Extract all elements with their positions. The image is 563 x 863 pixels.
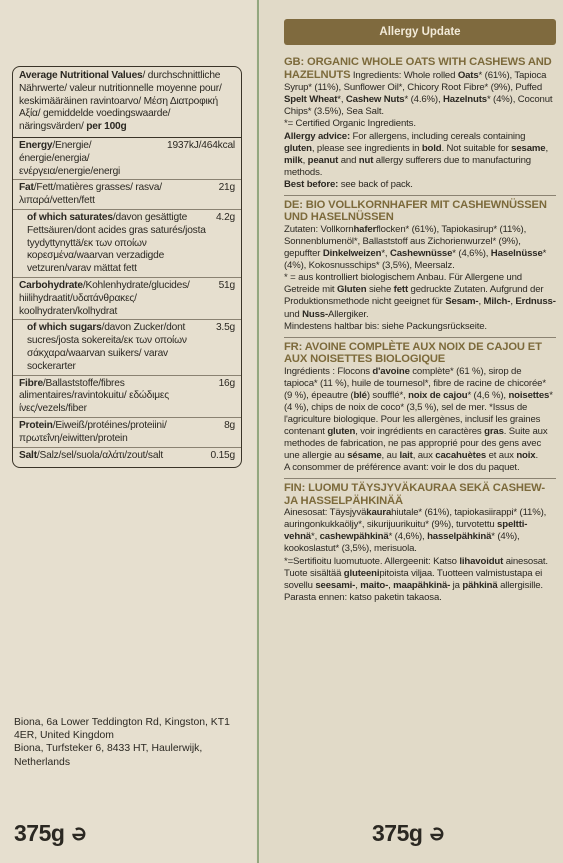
row-label-text: /Kohlenhydrate/glucides/ hiilihydraatit/υδατάνθρακες/ koolhydraten/kolhydrat (19, 279, 190, 317)
section-title-fr: FR: AVOINE COMPLÈTE AUX NOIX DE CAJOU ET AUX NOISETTES BIOLOGIQUE (284, 340, 542, 366)
section-gb: GB: ORGANIC WHOLE OATS WITH CASHEWS AND HAZELNUTS Ingredients: Whole rolled Oats* (61%), Tapioca Syrup* (11%), Sunflower Oil*, Chicory Root Fibre* (9%), Puffed Spelt Wheat*, Cashew Nuts* (4.6%), Hazelnuts* (4%), Coconut Chips* (3.5%), Sea Salt. *= Certified Organic Ingredients. Allergy advice: For allergens, including cereals containing gluten, please see ingredients in bold. Not suitable for sesame, milk, peanut and nut allergy sufferers due to manufacturing methods. Best before: see back of pack. (284, 53, 556, 196)
weight-value: 375g (372, 820, 423, 846)
row-value: 3.5g (215, 322, 235, 334)
row-value: 16g (218, 377, 235, 389)
net-weight-right (372, 820, 446, 847)
company-address (14, 716, 250, 769)
row-label-text: /Eiweiß/protéines/proteiini/ πρωτεΐνη/eiwitten/protein (19, 419, 167, 444)
row-label-text: /Ballaststoffe/fibres alimentaires/ravintokuitu/ εδώδιμες ίνες/vezels/fiber (19, 377, 169, 415)
estimated-sign-icon (69, 825, 88, 843)
nutrition-row-sugars (13, 319, 241, 374)
row-label-bold: Energy (19, 139, 53, 151)
row-label-bold: Salt (19, 449, 37, 461)
section-title-gb: GB: ORGANIC WHOLE OATS WITH CASHEWS AND HAZELNUTS (284, 56, 552, 82)
row-label-bold: Protein (19, 419, 53, 431)
section-title-fin: FIN: LUOMU TÄYSJYVÄKAURAA SEKÄ CASHEW- JA HASSELPÄHKINÄÄ (284, 482, 545, 507)
allergy-update-banner: Allergy Update (284, 19, 556, 45)
nutrition-row-protein (13, 417, 241, 447)
nutrition-per-100g: per 100g (86, 121, 127, 133)
row-value: 51g (218, 279, 235, 291)
section-de: DE: BIO VOLLKORNHAFER MIT CASHEWNÜSSEN UND HASELNÜSSEN Zutaten: Vollkornhaferflocken* (61%), Tapiokasirup* (11%), Sonnenblumenöl*, Ballaststoff aus Zichorienwurzel* (9%), gepuffter Dinkelweizen*, Cashewnüsse* (4,6%), Haselnüsse* (4%), Kokosnusschips* (3,5%), Meersalz. * = aus kontrolliert biologischem Anbau. Für Allergene und Getreide mit Gluten siehe fett gedruckte Zutaten. Aufgrund der Produktionsmethode nicht geeignet für Sesam-, Milch-, Erdnuss- und Nuss-Allergiker. Mindestens haltbar bis: siehe Packungsrückseite. (284, 196, 556, 338)
row-value: 21g (218, 182, 235, 194)
nutrition-row-fat (13, 179, 241, 209)
nutrition-row-energy (13, 138, 241, 179)
section-fr: FR: AVOINE COMPLÈTE AUX NOIX DE CAJOU ET AUX NOISETTES BIOLOGIQUE Ingrédients : Flocons d'avoine complète* (61 %), sirop de tapioca* (11 %), huile de tournesol*, fibre de racine de chicorée* (9 %), épeautre (blé) soufflé*, noix de cajou* (4,6 %), noisettes* (4 %), chips de noix de coco* (3,5 %), sel de mer. *Issus de l'agriculture biologique. Pour les allergènes, inclusif les graines contenant gluten, voir ingrédients en caractères gras. Suite aux methodes de fabrication, ne pas approprié pour des gens avec une allergie au sésame, au lait, aux cacahuètes et aux noix. A consommer de préférence avant: voir le dos du paquet. (284, 338, 556, 480)
row-label-bold: Fat (19, 182, 34, 194)
panel-divider (257, 0, 259, 863)
weight-value: 375g (14, 820, 65, 846)
address-nl: Biona, Turfsteker 6, 8433 HT, Haulerwijk, Netherlands (14, 743, 203, 768)
nutrition-row-saturates (13, 209, 241, 277)
nutrition-header (19, 70, 235, 137)
net-weight-left (14, 820, 88, 847)
nutrition-row-fibre (13, 375, 241, 417)
estimated-sign-icon (427, 825, 446, 843)
row-value: 1937kJ/464kcal (167, 139, 235, 151)
section-title-de: DE: BIO VOLLKORNHAFER MIT CASHEWNÜSSEN UND HASELNÜSSEN (284, 199, 547, 224)
row-label-text: /Energie/énergie/energia/ενέργεια/energie/energi (19, 139, 121, 177)
row-label-text: /Fett/matières grasses/ rasva/λιπαρά/vetten/fett (19, 182, 162, 207)
nutrition-header-title: Average Nutritional Values (19, 70, 143, 81)
row-value: 4.2g (215, 211, 235, 223)
row-label-text: /davon gesättigte Fettsäuren/dont acides gras saturés/josta tyydyttynyttä/εκ των οποίων κορεσμένα/waarvan verzadigde vetzuren/varav mättat fett (27, 211, 206, 275)
section-fin: FIN: LUOMU TÄYSJYVÄKAURAA SEKÄ CASHEW- JA HASSELPÄHKINÄÄ Ainesosat: Täysjyväkaurahiutale* (61%), tapiokasiirappi* (11%), auringonkukkaöljy*, sikurijuurikuitu* (9%), turvotettu spelttivehnä*, cashewpähkinä* (4,6%), hasselpähkinä* (4%), kookoslastut* (3,5%), merisuola. *=Sertifioitu luomutuote. Allergeenit: Katso lihavoidut ainesosat. Tuote sisältää gluteenipitoista viljaa. Tuotteen valmistustapa ei sovellu seesami-, maito-, maapähkinä- ja pähkinä allergisille. Parasta ennen: katso paketin takaosa. (284, 479, 556, 608)
nutrition-row-carbohydrate (13, 277, 241, 319)
row-label-bold: of which sugars (27, 322, 102, 334)
row-value: 0.15g (210, 449, 235, 461)
row-value: 8g (224, 419, 235, 431)
ingredients-block (284, 53, 556, 608)
address-uk: Biona, 6a Lower Teddington Rd, Kingston, KT1 4ER, United Kingdom (14, 717, 230, 742)
row-label-text: /davon Zucker/dont sucres/josta sokereita/εκ των οποίων σάκχαρα/waarvan suikers/ varav sockerarter (27, 322, 187, 372)
nutrition-row-salt (13, 447, 241, 464)
row-label-text: /Salz/sel/suola/αλάτι/zout/salt (36, 449, 163, 461)
row-label-bold: Fibre (19, 377, 43, 389)
nutrition-header-translations: / durchschnittliche Nährwerte/ valeur nutritionnelle moyenne pour/ keskimääräinen ravintoarvo/ Μέση Διατροφική Αξία/ gemiddelde voedingswaarde/ näringsvärden/ (19, 70, 222, 133)
nutrition-table (12, 66, 242, 468)
row-label-bold: Carbohydrate (19, 279, 83, 291)
row-label-bold: of which saturates (27, 211, 113, 223)
